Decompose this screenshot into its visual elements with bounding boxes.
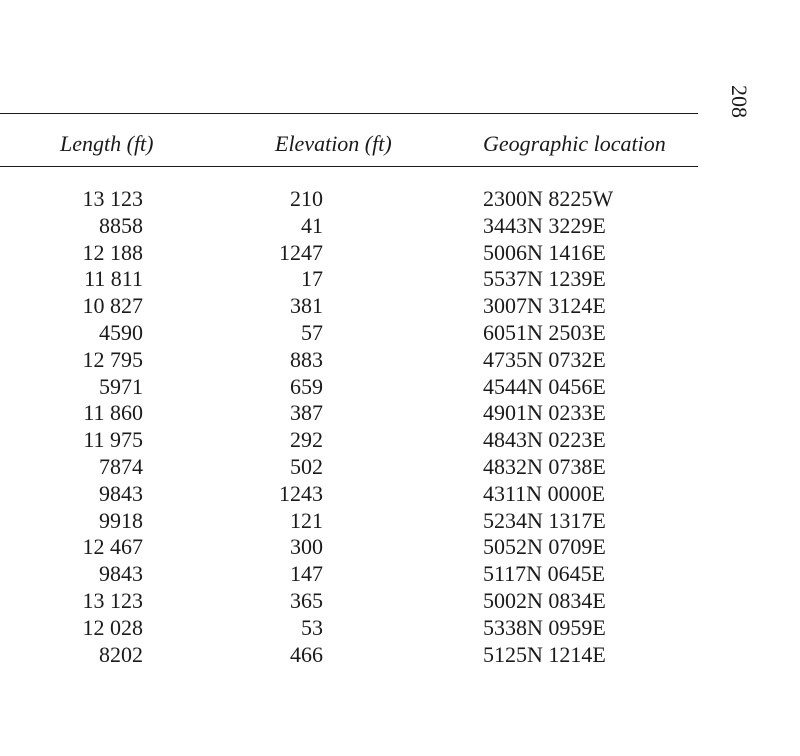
cell-length: 9918 bbox=[99, 507, 143, 533]
cell-elevation: 387 bbox=[290, 400, 323, 426]
table-row bbox=[0, 374, 700, 401]
cell-elevation: 466 bbox=[290, 641, 323, 667]
table-row bbox=[0, 481, 700, 508]
cell-length: 7874 bbox=[99, 453, 143, 479]
table-row bbox=[0, 454, 700, 481]
cell-length: 11 811 bbox=[84, 266, 143, 292]
cell-location: 4843N 0223E bbox=[483, 427, 606, 453]
cell-elevation: 210 bbox=[290, 186, 323, 211]
cell-length: 8858 bbox=[99, 212, 143, 238]
cell-location: 4901N 0233E bbox=[483, 400, 606, 426]
cell-elevation: 1247 bbox=[279, 239, 323, 265]
table-row bbox=[0, 427, 700, 454]
cell-length: 10 827 bbox=[82, 293, 143, 319]
cell-location: 5002N 0834E bbox=[483, 587, 606, 613]
cell-elevation: 300 bbox=[290, 534, 323, 560]
table-row bbox=[0, 534, 700, 561]
cell-location: 3007N 3124E bbox=[483, 293, 606, 319]
cell-elevation: 292 bbox=[290, 427, 323, 453]
cell-elevation: 41 bbox=[301, 212, 323, 238]
cell-elevation: 17 bbox=[301, 266, 323, 292]
column-header-elevation: Elevation (ft) bbox=[275, 131, 392, 156]
cell-location: 5006N 1416E bbox=[483, 239, 606, 265]
table-row bbox=[0, 561, 700, 588]
table-row bbox=[0, 642, 700, 669]
table-top-rule bbox=[0, 113, 698, 114]
cell-location: 3443N 3229E bbox=[483, 212, 606, 238]
table-row bbox=[0, 400, 700, 427]
cell-elevation: 381 bbox=[290, 293, 323, 319]
cell-length: 11 975 bbox=[83, 427, 143, 453]
cell-length: 13 123 bbox=[82, 186, 143, 211]
cell-length: 9843 bbox=[99, 480, 143, 506]
cell-location: 4735N 0732E bbox=[483, 346, 606, 372]
cell-length: 8202 bbox=[99, 641, 143, 667]
cell-location: 2300N 8225W bbox=[483, 186, 614, 211]
table-row bbox=[0, 213, 700, 240]
table-row bbox=[0, 266, 700, 293]
column-header-length: Length (ft) bbox=[60, 131, 154, 156]
cell-location: 5234N 1317E bbox=[483, 507, 606, 533]
table-row bbox=[0, 186, 700, 213]
column-header-location: Geographic location bbox=[483, 131, 666, 156]
cell-length: 13 123 bbox=[82, 587, 143, 613]
table-row bbox=[0, 588, 700, 615]
cell-elevation: 659 bbox=[290, 373, 323, 399]
cell-length: 12 188 bbox=[82, 239, 143, 265]
table-row bbox=[0, 320, 700, 347]
table-row bbox=[0, 240, 700, 267]
cell-elevation: 53 bbox=[301, 614, 323, 640]
cell-length: 9843 bbox=[99, 561, 143, 587]
cell-length: 11 860 bbox=[83, 400, 143, 426]
cell-elevation: 502 bbox=[290, 453, 323, 479]
cell-location: 5125N 1214E bbox=[483, 641, 606, 667]
cell-length: 4590 bbox=[99, 319, 143, 345]
cell-location: 4311N 0000E bbox=[483, 480, 606, 506]
cell-length: 12 795 bbox=[82, 346, 143, 372]
cell-location: 5052N 0709E bbox=[483, 534, 606, 560]
cell-location: 5117N 0645E bbox=[483, 561, 606, 587]
table-row bbox=[0, 347, 700, 374]
cell-elevation: 883 bbox=[290, 346, 323, 372]
page-number: 208 bbox=[727, 85, 752, 118]
cell-elevation: 57 bbox=[301, 319, 323, 345]
cell-length: 5971 bbox=[99, 373, 143, 399]
cell-location: 5537N 1239E bbox=[483, 266, 606, 292]
cell-location: 6051N 2503E bbox=[483, 319, 606, 345]
cell-elevation: 121 bbox=[290, 507, 323, 533]
table-header-rule bbox=[0, 166, 698, 167]
cell-elevation: 365 bbox=[290, 587, 323, 613]
cell-location: 5338N 0959E bbox=[483, 614, 606, 640]
cell-elevation: 1243 bbox=[279, 480, 323, 506]
cell-length: 12 467 bbox=[82, 534, 143, 560]
table-row bbox=[0, 615, 700, 642]
cell-length: 12 028 bbox=[82, 614, 143, 640]
table-row bbox=[0, 293, 700, 320]
table-body bbox=[0, 186, 700, 668]
cell-elevation: 147 bbox=[290, 561, 323, 587]
cell-location: 4832N 0738E bbox=[483, 453, 606, 479]
cell-location: 4544N 0456E bbox=[483, 373, 606, 399]
table-row bbox=[0, 508, 700, 535]
